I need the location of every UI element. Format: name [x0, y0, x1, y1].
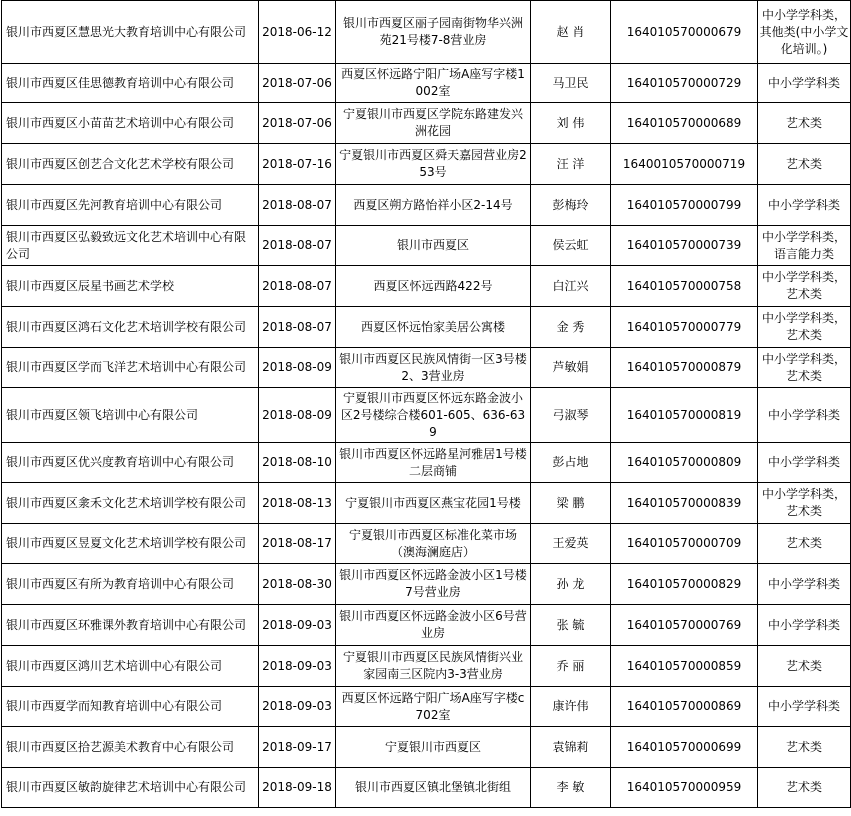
address-cell: 宁夏银川市西夏区民族风情街兴业家园南三区院内3-3营业房 [336, 646, 531, 687]
category-cell: 中小学学科类，语言能力类 [758, 226, 851, 266]
legal-representative-cell: 彭占地 [531, 443, 611, 483]
address-cell: 宁夏银川市西夏区燕宝花园1号楼 [336, 483, 531, 524]
legal-representative-cell: 弓淑琴 [531, 388, 611, 443]
license-number-cell: 164010570000879 [611, 348, 758, 388]
address-cell: 银川市西夏区民族风情街一区3号楼2、3营业房 [336, 348, 531, 388]
category-cell: 中小学学科类 [758, 185, 851, 226]
school-name-cell: 银川市西夏区先河教育培训中心有限公司 [2, 185, 259, 226]
table-row [2, 768, 851, 808]
legal-representative-cell: 孙 龙 [531, 564, 611, 605]
table-row [2, 388, 851, 443]
legal-representative-cell: 刘 伟 [531, 103, 611, 144]
approval-date-cell: 2018-08-07 [259, 185, 336, 226]
school-name-cell: 银川市西夏区有所为教育培训中心有限公司 [2, 564, 259, 605]
approval-date-cell: 2018-09-03 [259, 646, 336, 687]
school-name-cell: 银川市西夏区拾艺源美术教育中心有限公司 [2, 727, 259, 768]
school-name-cell: 银川市西夏区鸿川艺术培训中心有限公司 [2, 646, 259, 687]
table-row [2, 727, 851, 768]
address-cell: 西夏区怀远怡家美居公寓楼 [336, 307, 531, 348]
license-number-cell: 164010570000809 [611, 443, 758, 483]
legal-representative-cell: 白江兴 [531, 266, 611, 307]
license-number-cell: 164010570000859 [611, 646, 758, 687]
approval-date-cell: 2018-08-07 [259, 266, 336, 307]
address-cell: 宁夏银川市西夏区舜天嘉园营业房253号 [336, 144, 531, 185]
table-row [2, 307, 851, 348]
license-number-cell: 164010570000729 [611, 64, 758, 103]
table-row [2, 443, 851, 483]
license-number-cell: 164010570000709 [611, 524, 758, 564]
address-cell: 西夏区怀远西路422号 [336, 266, 531, 307]
approval-date-cell: 2018-08-10 [259, 443, 336, 483]
school-name-cell: 银川市西夏区学而飞洋艺术培训中心有限公司 [2, 348, 259, 388]
category-cell: 中小学学科类 [758, 687, 851, 727]
approval-date-cell: 2018-08-09 [259, 348, 336, 388]
license-number-cell: 164010570000689 [611, 103, 758, 144]
school-name-cell: 银川市西夏区小苗苗艺术培训中心有限公司 [2, 103, 259, 144]
address-cell: 银川市西夏区 [336, 226, 531, 266]
address-cell: 银川市西夏区怀远路星河雅居1号楼二层商铺 [336, 443, 531, 483]
school-name-cell: 银川市西夏区弘毅致远文化艺术培训中心有限公司 [2, 226, 259, 266]
address-cell: 西夏区怀远路宁阳广场A座写字楼1002室 [336, 64, 531, 103]
legal-representative-cell: 李 敏 [531, 768, 611, 808]
category-cell: 中小学学科类 [758, 564, 851, 605]
school-name-cell: 银川市西夏区鸿石文化艺术培训学校有限公司 [2, 307, 259, 348]
approval-date-cell: 2018-09-18 [259, 768, 336, 808]
address-cell: 银川市西夏区镇北堡镇北街组 [336, 768, 531, 808]
category-cell: 艺术类 [758, 524, 851, 564]
category-cell: 中小学学科类 [758, 64, 851, 103]
legal-representative-cell: 康许伟 [531, 687, 611, 727]
legal-representative-cell: 芦敏娟 [531, 348, 611, 388]
license-number-cell: 164010570000679 [611, 1, 758, 64]
school-name-cell: 银川市西夏区环雅课外教育培训中心有限公司 [2, 605, 259, 646]
license-number-cell: 164010570000699 [611, 727, 758, 768]
category-cell: 中小学学科类，艺术类 [758, 266, 851, 307]
legal-representative-cell: 马卫民 [531, 64, 611, 103]
table-row [2, 103, 851, 144]
approval-date-cell: 2018-09-17 [259, 727, 336, 768]
legal-representative-cell: 梁 鹏 [531, 483, 611, 524]
approval-date-cell: 2018-06-12 [259, 1, 336, 64]
table-row [2, 646, 851, 687]
approval-date-cell: 2018-08-07 [259, 307, 336, 348]
legal-representative-cell: 赵 肖 [531, 1, 611, 64]
table-row [2, 266, 851, 307]
license-number-cell: 164010570000739 [611, 226, 758, 266]
legal-representative-cell: 金 秀 [531, 307, 611, 348]
approval-date-cell: 2018-07-16 [259, 144, 336, 185]
category-cell: 中小学学科类，其他类(中小学文化培训。) [758, 1, 851, 64]
category-cell: 中小学学科类 [758, 388, 851, 443]
address-cell: 宁夏银川市西夏区怀远东路金波小区2号楼综合楼601-605、636-639 [336, 388, 531, 443]
legal-representative-cell: 张 毓 [531, 605, 611, 646]
license-number-cell: 164010570000869 [611, 687, 758, 727]
category-cell: 艺术类 [758, 103, 851, 144]
category-cell: 艺术类 [758, 768, 851, 808]
address-cell: 银川市西夏区怀远路金波小区1号楼7号营业房 [336, 564, 531, 605]
table-row [2, 483, 851, 524]
category-cell: 中小学学科类 [758, 605, 851, 646]
table-row [2, 226, 851, 266]
legal-representative-cell: 汪 洋 [531, 144, 611, 185]
license-number-cell: 164010570000758 [611, 266, 758, 307]
table-row [2, 1, 851, 64]
address-cell: 银川市西夏区丽子园南街物华兴洲苑21号楼7-8营业房 [336, 1, 531, 64]
address-cell: 银川市西夏区怀远路金波小区6号营业房 [336, 605, 531, 646]
address-cell: 宁夏银川市西夏区 [336, 727, 531, 768]
school-name-cell: 银川市西夏区敏韵旋律艺术培训中心有限公司 [2, 768, 259, 808]
school-registry-table [1, 0, 851, 808]
legal-representative-cell: 袁锦莉 [531, 727, 611, 768]
approval-date-cell: 2018-07-06 [259, 103, 336, 144]
category-cell: 中小学学科类，艺术类 [758, 483, 851, 524]
approval-date-cell: 2018-08-30 [259, 564, 336, 605]
table-row [2, 605, 851, 646]
address-cell: 宁夏银川市西夏区标准化菜市场（澳海澜庭店） [336, 524, 531, 564]
license-number-cell: 164010570000839 [611, 483, 758, 524]
legal-representative-cell: 王爱英 [531, 524, 611, 564]
legal-representative-cell: 侯云虹 [531, 226, 611, 266]
approval-date-cell: 2018-08-17 [259, 524, 336, 564]
category-cell: 中小学学科类，艺术类 [758, 348, 851, 388]
legal-representative-cell: 乔 丽 [531, 646, 611, 687]
license-number-cell: 164010570000769 [611, 605, 758, 646]
approval-date-cell: 2018-07-06 [259, 64, 336, 103]
school-name-cell: 银川市西夏区淾禾文化艺术培训学校有限公司 [2, 483, 259, 524]
table-row [2, 64, 851, 103]
address-cell: 西夏区怀远路宁阳广场A座写字楼c702室 [336, 687, 531, 727]
legal-representative-cell: 彭梅玲 [531, 185, 611, 226]
table-row [2, 185, 851, 226]
approval-date-cell: 2018-08-07 [259, 226, 336, 266]
license-number-cell: 164010570000959 [611, 768, 758, 808]
school-name-cell: 银川市西夏区领飞培训中心有限公司 [2, 388, 259, 443]
school-name-cell: 银川市西夏学而知教育培训中心有限公司 [2, 687, 259, 727]
license-number-cell: 164010570000799 [611, 185, 758, 226]
category-cell: 艺术类 [758, 727, 851, 768]
approval-date-cell: 2018-09-03 [259, 605, 336, 646]
table-row [2, 348, 851, 388]
category-cell: 艺术类 [758, 144, 851, 185]
approval-date-cell: 2018-08-09 [259, 388, 336, 443]
approval-date-cell: 2018-08-13 [259, 483, 336, 524]
license-number-cell: 164010570000829 [611, 564, 758, 605]
table-row [2, 524, 851, 564]
category-cell: 中小学学科类，艺术类 [758, 307, 851, 348]
category-cell: 艺术类 [758, 646, 851, 687]
school-name-cell: 银川市西夏区创艺合文化艺术学校有限公司 [2, 144, 259, 185]
license-number-cell: 164010570000779 [611, 307, 758, 348]
school-name-cell: 银川市西夏区优兴度教育培训中心有限公司 [2, 443, 259, 483]
address-cell: 西夏区朔方路怡祥小区2-14号 [336, 185, 531, 226]
school-name-cell: 银川市西夏区慧思光大教育培训中心有限公司 [2, 1, 259, 64]
category-cell: 中小学学科类 [758, 443, 851, 483]
license-number-cell: 1640010570000719 [611, 144, 758, 185]
school-name-cell: 银川市西夏区辰星书画艺术学校 [2, 266, 259, 307]
school-name-cell: 银川市西夏区佳思德教育培训中心有限公司 [2, 64, 259, 103]
table-row [2, 144, 851, 185]
license-number-cell: 164010570000819 [611, 388, 758, 443]
table-row [2, 687, 851, 727]
table-row [2, 564, 851, 605]
approval-date-cell: 2018-09-03 [259, 687, 336, 727]
table-body [2, 1, 851, 808]
school-name-cell: 银川市西夏区昱夏文化艺术培训学校有限公司 [2, 524, 259, 564]
address-cell: 宁夏银川市西夏区学院东路建发兴洲花园 [336, 103, 531, 144]
